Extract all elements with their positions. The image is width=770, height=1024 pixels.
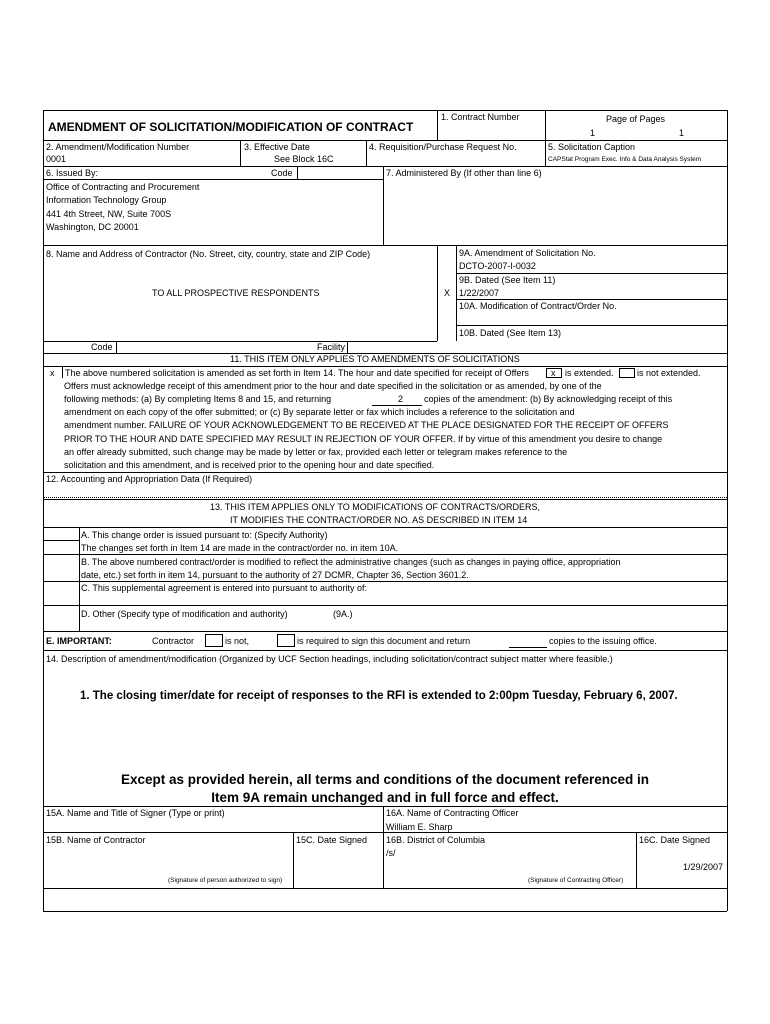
divider [456, 299, 727, 300]
divider [62, 366, 63, 378]
divider [456, 325, 727, 326]
page-number: 1 [590, 128, 596, 138]
effective-date-value: See Block 16C [274, 154, 334, 164]
divider [43, 605, 727, 606]
item-11-line-8: solicitation and this amendment, and is received prior to the opening hour and date specified. [64, 460, 435, 470]
item-13d: D. Other (Specify type of modification and authority) [81, 609, 288, 619]
except-line-2: Item 9A remain unchanged and in full force and effect. [211, 790, 559, 805]
signer-name-label: 15A. Name and Title of Signer (Type or print) [46, 808, 225, 818]
divider [456, 245, 457, 341]
officer-signature-caption: (Signature of Contracting Officer) [528, 877, 624, 884]
divider [43, 366, 727, 367]
contractor-label: 8. Name and Address of Contractor (No. Street, city, country, state and ZIP Code) [46, 249, 371, 259]
requisition-label: 4. Requisition/Purchase Request No. [369, 142, 517, 152]
divider [545, 110, 546, 140]
item-11-line-3b: copies of the amendment: (b) By acknowledging receipt of this [424, 394, 673, 404]
total-pages: 1 [679, 128, 685, 138]
divider [437, 110, 438, 140]
item-11-line-4: amendment on each copy of the offer submitted; or (c) By separate letter or fax which includes a reference to the solicitation and [64, 407, 575, 417]
item-11-line-1: The above numbered solicitation is amended as set forth in Item 14. The hour and date specified for receipt of Offers [65, 368, 529, 378]
accounting-label: 12. Accounting and Appropriation Data (If Required) [46, 474, 253, 484]
divider [456, 273, 727, 274]
contracting-officer-label: 16A. Name of Contracting Officer [386, 808, 519, 818]
item-11-line-7: an offer already submitted, such change may be made by letter or fax, provided each letter or telegram makes reference to the [64, 447, 568, 457]
divider [43, 179, 383, 180]
item-11-line-5: amendment number. FAILURE OF YOUR ACKNOWLEDGEMENT TO BE RECEIVED AT THE PLACE DESIGNATED FOR THE RECEIPT OF OFFERS [64, 420, 669, 430]
divider [636, 832, 637, 888]
copies-count: 2 [398, 394, 404, 404]
page-of-pages-label: Page of Pages [606, 114, 666, 124]
issuer-line-3: 441 4th Street, NW, Suite 700S [46, 209, 172, 219]
is-not-label: is not, [225, 636, 250, 646]
dated-9b-label: 9B. Dated (See Item 11) [459, 275, 556, 285]
copies-underline [372, 405, 422, 406]
amendment-number-label: 2. Amendment/Modification Number [46, 142, 190, 152]
amendment-number-value: 0001 [46, 154, 67, 164]
item-11-title: 11. THIS ITEM ONLY APPLIES TO AMENDMENTS OF SOLICITATIONS [230, 354, 520, 364]
divider [383, 806, 384, 888]
contracting-officer-name: William E. Sharp [386, 822, 453, 832]
copies-return-label: copies to the issuing office. [549, 636, 657, 646]
modification-10a-label: 10A. Modification of Contract/Order No. [459, 301, 617, 311]
description-statement: 1. The closing timer/date for receipt of responses to the RFI is extended to 2:00pm Tuesday, February 6, 2007. [80, 690, 678, 702]
contract-number-label: 1. Contract Number [441, 112, 520, 122]
effective-date-label: 3. Effective Date [244, 142, 310, 152]
caption-label: 5. Solicitation Caption [548, 142, 636, 152]
officer-signature: /s/ [386, 848, 396, 858]
divider [43, 497, 727, 498]
divider [43, 540, 79, 541]
item-13b-line-2: date, etc.) set forth in item 14, pursuant to the authority of 27 DCMR, Chapter 36, Section 3601.2. [81, 570, 469, 580]
amendment-solicitation-label: 9A. Amendment of Solicitation No. [459, 248, 596, 258]
divider [79, 527, 80, 631]
item-13b-line-1: B. The above numbered contract/order is modified to reflect the administrative changes (such as changes in paying office, appropriation [81, 557, 621, 567]
divider [116, 341, 117, 353]
divider [43, 527, 727, 528]
issuer-line-2: Information Technology Group [46, 195, 167, 205]
contractor-value: TO ALL PROSPECTIVE RESPONDENTS [152, 288, 320, 298]
divider [383, 166, 384, 245]
divider [43, 581, 727, 582]
frame-top [43, 110, 727, 111]
divider [43, 888, 727, 889]
extended-x-mark: x [551, 368, 556, 378]
dated-10b-label: 10B. Dated (See Item 13) [459, 328, 562, 338]
not-extended-label: is not extended. [637, 368, 701, 378]
date-signed-16c-label: 16C. Date Signed [639, 835, 711, 845]
date-signed-16c-value: 1/29/2007 [683, 862, 724, 872]
frame-bottom [43, 911, 727, 912]
divider [43, 631, 727, 632]
divider [43, 806, 727, 807]
is-not-checkbox[interactable] [205, 634, 223, 647]
divider [366, 140, 367, 166]
divider [293, 832, 294, 888]
facility-label: Facility [317, 342, 346, 352]
divider [437, 245, 438, 341]
item-11-x-mark: x [50, 368, 55, 378]
important-contractor: Contractor [152, 636, 195, 646]
issuer-line-4: Washington, DC 20001 [46, 222, 139, 232]
item-13a-line-1: A. This change order is issued pursuant to: (Specify Authority) [81, 530, 328, 540]
divider [43, 472, 727, 473]
item-11-line-6: PRIOR TO THE HOUR AND DATE SPECIFIED MAY RESULT IN REJECTION OF YOUR OFFER. If by virtue of this amendment you desire to change [64, 434, 663, 444]
divider [240, 140, 241, 166]
date-signed-15c-label: 15C. Date Signed [296, 835, 368, 845]
divider [545, 140, 546, 166]
divider [43, 166, 727, 167]
administered-by-label: 7. Administered By (If other than line 6) [386, 168, 542, 178]
important-label: E. IMPORTANT: [46, 636, 112, 646]
divider [43, 650, 727, 651]
contractor-code-label: Code [91, 342, 113, 352]
divider [43, 554, 727, 555]
item-13a-line-2: The changes set forth in Item 14 are made in the contract/order no. in item 10A. [81, 543, 399, 553]
item-13-title-1: 13. THIS ITEM APPLIES ONLY TO MODIFICATIONS OF CONTRACTS/ORDERS, [210, 502, 541, 512]
item-13-title-2: IT MODIFIES THE CONTRACT/ORDER NO. AS DESCRIBED IN ITEM 14 [230, 515, 528, 525]
divider [297, 166, 298, 179]
caption-value: CAPStat Program Exec. Info & Data Analysis System [548, 156, 702, 163]
divider [43, 245, 727, 246]
copies-return-underline [509, 647, 547, 648]
issued-code-label: Code [271, 168, 293, 178]
description-label: 14. Description of amendment/modification (Organized by UCF Section headings, including solicitation/contract subject matter where feasible.) [46, 654, 613, 664]
dated-9b-value: 1/22/2007 [459, 288, 500, 298]
district-label: 16B. District of Columbia [386, 835, 486, 845]
except-line-1: Except as provided herein, all terms and conditions of the document referenced in [120, 772, 650, 787]
item-11-line-3a: following methods: (a) By completing Items 8 and 15, and returning [64, 394, 332, 404]
form-title: AMENDMENT OF SOLICITATION/MODIFICATION OF CONTRACT [48, 120, 414, 134]
item-13c: C. This supplemental agreement is entered into pursuant to authority of: [81, 583, 367, 593]
divider [43, 832, 727, 833]
amendment-solicitation-value: DCTO-2007-I-0032 [459, 261, 536, 271]
item-13d-ref: (9A.) [333, 609, 353, 619]
is-extended-label: is extended. [565, 368, 614, 378]
divider [43, 140, 727, 141]
divider [347, 341, 348, 353]
divider [43, 499, 727, 500]
x-mark-9b: X [444, 288, 451, 298]
item-11-line-2: Offers must acknowledge receipt of this amendment prior to the hour and date specified in the solicitation or as amended, by one of the [64, 381, 602, 391]
not-extended-checkbox[interactable] [619, 368, 635, 378]
is-required-label: is required to sign this document and return [297, 636, 471, 646]
issuer-line-1: Office of Contracting and Procurement [46, 182, 200, 192]
issued-by-label: 6. Issued By: [46, 168, 99, 178]
is-required-checkbox[interactable] [277, 634, 295, 647]
contractor-signature-caption: (Signature of person authorized to sign) [168, 877, 283, 884]
contractor-name-label: 15B. Name of Contractor [46, 835, 146, 845]
